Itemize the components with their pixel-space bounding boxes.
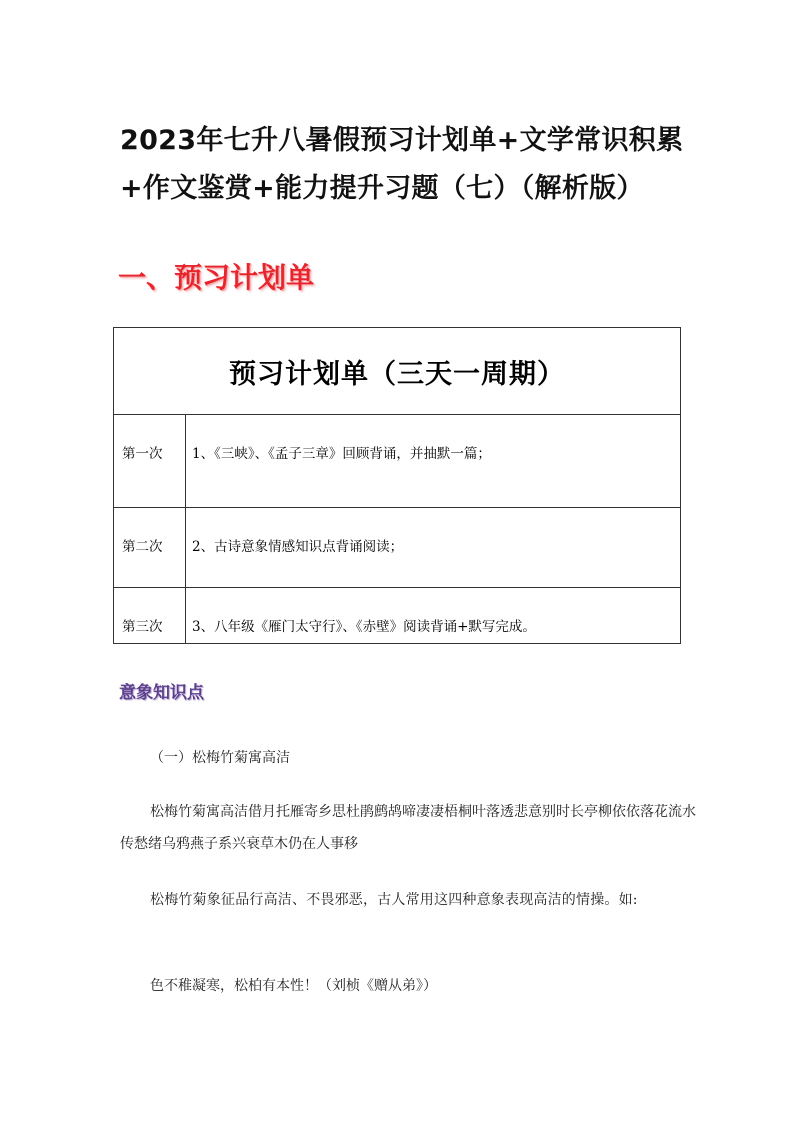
plan-table [113,327,681,644]
row-content: 1、《三峡》、《孟子三章》回顾背诵，并抽默一篇； [186,415,681,508]
imagery-subheading: 意象知识点 [119,683,204,703]
document-title: 2023年七升八暑假预习计划单+文学常识积累+作文鉴赏+能力提升习题（七）（解析版） [120,125,684,204]
section-heading: 一、预习计划单 [118,261,315,294]
row-label: 第二次 [114,508,186,588]
description-paragraph: 松梅竹菊象征品行高洁、不畏邪恶，古人常用这四种意象表现高洁的情操。如: [150,892,638,908]
row-label: 第三次 [114,588,186,644]
table-header: 预习计划单（三天一周期） [114,328,681,415]
table-header-row [114,328,681,415]
table-row [114,508,681,588]
row-label: 第一次 [114,415,186,508]
subsection-title: （一）松梅竹菊寓高洁 [150,750,290,766]
quote-paragraph: 色不稚凝寒，松柏有本性！（刘桢《赠从弟》） [150,978,437,994]
topics-paragraph: 松梅竹菊寓高洁借月托雁寄乡思杜鹃鹧鸪啼凄凄梧桐叶落透悲意别时长亭柳依依落花流水传愁绪乌鸦燕子系兴衰草木仍在人事移 [120,804,696,852]
row-content: 2、古诗意象情感知识点背诵阅读； [186,508,681,588]
table-row [114,588,681,644]
table-row [114,415,681,508]
row-content: 3、八年级《雁门太守行》、《赤壁》阅读背诵+默写完成。 [186,588,681,644]
